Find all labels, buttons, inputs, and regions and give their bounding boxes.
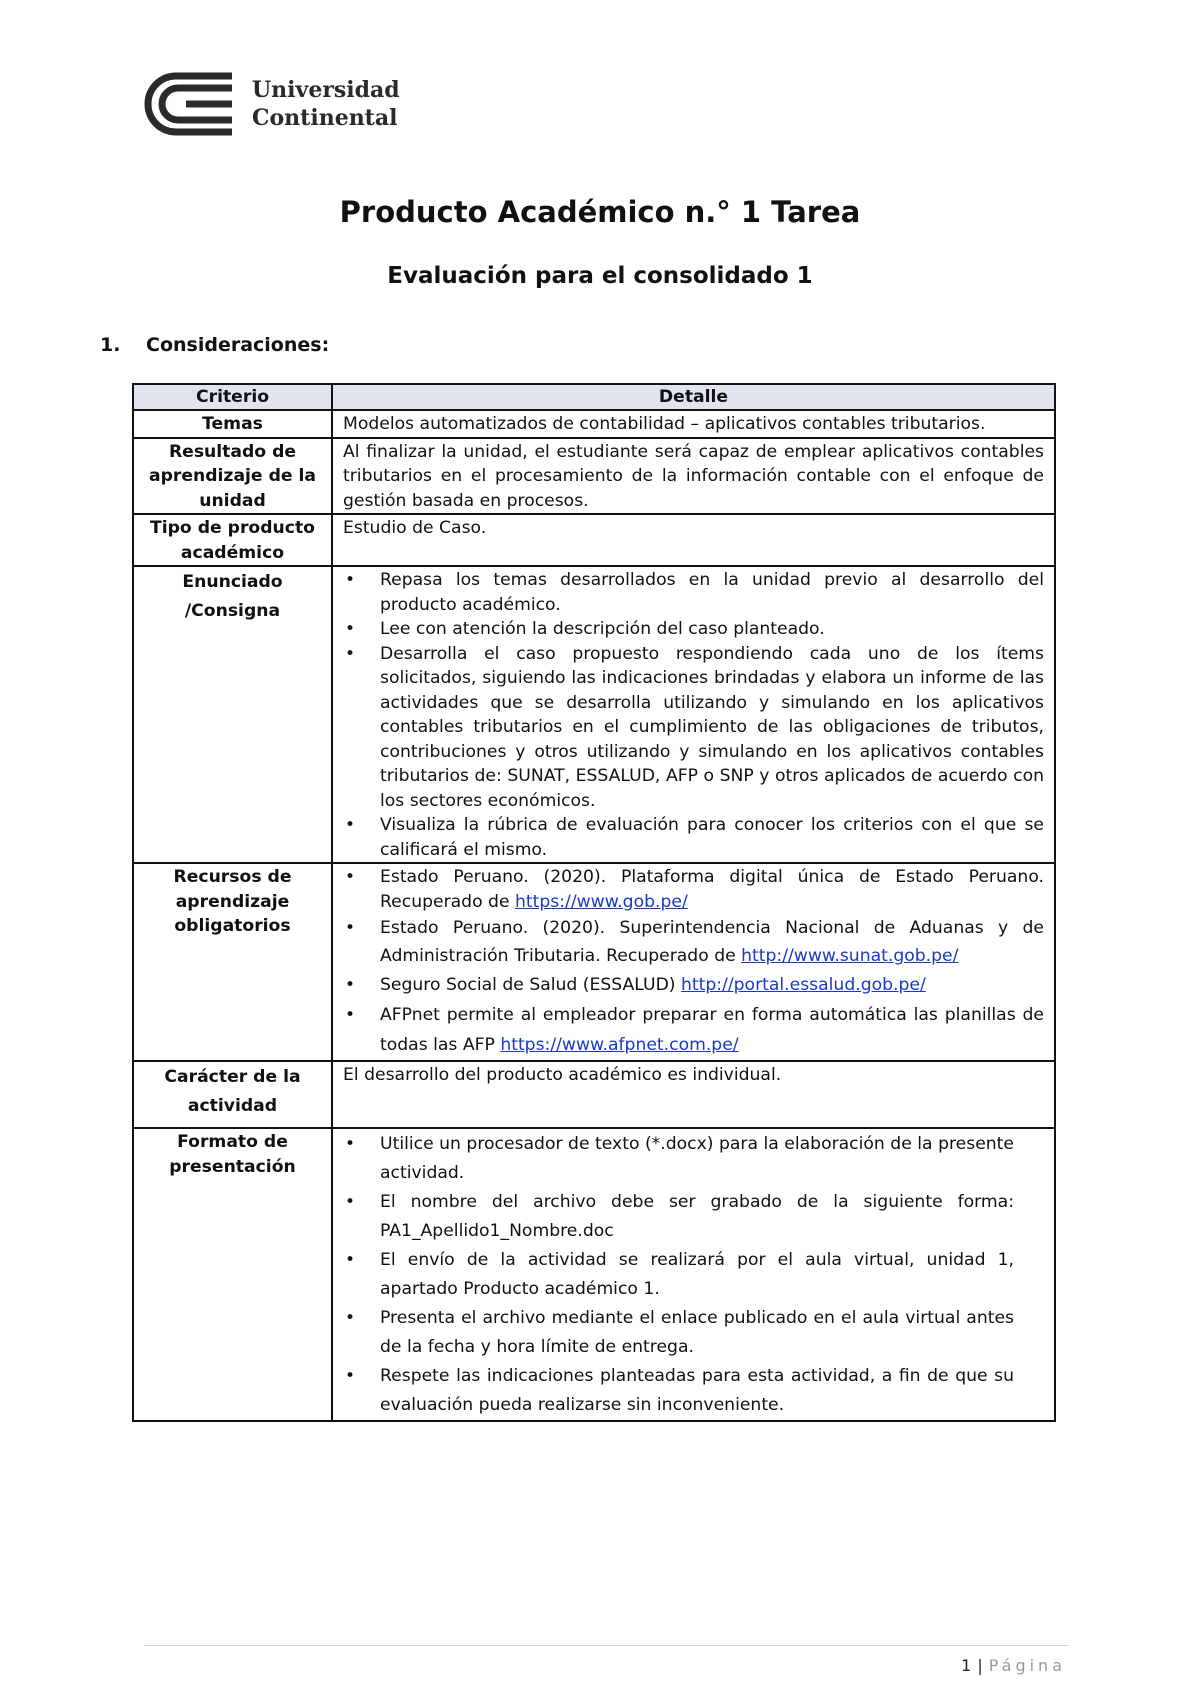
- recursos-list: [343, 865, 1044, 1060]
- header-criterio: Criterio: [133, 384, 332, 410]
- logo-wordmark: [252, 76, 400, 132]
- list-item: • Presenta el archivo mediante el enlace publicado en el aula virtual antes de la fecha y hora límite de entrega.: [343, 1304, 1014, 1362]
- list-item: • Visualiza la rúbrica de evaluación para conocer los criterios con el que se calificará el mismo.: [343, 813, 1044, 862]
- row-formato: [133, 1128, 1055, 1421]
- detalle-tipo-producto: Estudio de Caso.: [332, 514, 1055, 566]
- criterio-tipo-producto: Tipo de producto académico: [133, 514, 332, 566]
- section-number: 1.: [100, 334, 121, 356]
- criterio-resultado: Resultado de aprendizaje de la unidad: [133, 438, 332, 515]
- row-recursos: [133, 863, 1055, 1061]
- section-heading: [100, 334, 329, 356]
- list-item: [343, 914, 1044, 970]
- page-label: Página: [988, 1656, 1066, 1675]
- header-detalle: Detalle: [332, 384, 1055, 410]
- list-item: • Repasa los temas desarrollados en la unidad previo al desarrollo del producto académico.: [343, 568, 1044, 617]
- footer-divider: [144, 1645, 1068, 1646]
- list-item: • Lee con atención la descripción del caso planteado.: [343, 617, 1044, 642]
- formato-list: [343, 1130, 1014, 1420]
- row-caracter: [133, 1061, 1055, 1128]
- recurso-link-afpnet[interactable]: https://www.afpnet.com.pe/: [500, 1035, 739, 1055]
- recurso-text: Estado Peruano. (2020). Superintendencia Nacional de Aduanas y de Administración Tributaria. Recuperado de: [380, 918, 1044, 966]
- recurso-link-sunat[interactable]: http://www.sunat.gob.pe/: [741, 946, 959, 966]
- row-resultado: [133, 438, 1055, 515]
- detalle-formato: [332, 1128, 1055, 1421]
- list-item: • El envío de la actividad se realizará por el aula virtual, unidad 1, apartado Producto académico 1.: [343, 1246, 1014, 1304]
- page-number: 1: [961, 1656, 972, 1675]
- detalle-enunciado: [332, 566, 1055, 863]
- section-label: Consideraciones:: [146, 334, 330, 356]
- detalle-resultado: Al finalizar la unidad, el estudiante será capaz de emplear aplicativos contables tributarios en el procesamiento de la información contable con el enfoque de gestión basada en procesos.: [332, 438, 1055, 515]
- row-tipo-producto: [133, 514, 1055, 566]
- list-item: • Respete las indicaciones planteadas para esta actividad, a fin de que su evaluación pueda realizarse sin inconveniente.: [343, 1362, 1014, 1420]
- list-item: [343, 1000, 1044, 1060]
- criterio-formato: Formato de presentación: [133, 1128, 332, 1421]
- recurso-text: Estado Peruano. (2020). Plataforma digital única de Estado Peruano. Recuperado de: [380, 867, 1044, 912]
- detalle-caracter: El desarrollo del producto académico es individual.: [332, 1061, 1055, 1128]
- criterio-enunciado-line2: /Consigna: [184, 601, 281, 621]
- document-subtitle: Evaluación para el consolidado 1: [387, 263, 813, 289]
- recurso-text: AFPnet permite al empleador preparar en forma automática las planillas de todas las AFP: [380, 1005, 1044, 1055]
- criterio-recursos: Recursos de aprendizaje obligatorios: [133, 863, 332, 1061]
- list-item: [343, 970, 1044, 1000]
- table-header-row: [133, 384, 1055, 410]
- recurso-link-essalud[interactable]: http://portal.essalud.gob.pe/: [680, 975, 926, 995]
- criterio-caracter: Carácter de la actividad: [133, 1061, 332, 1128]
- list-item: • Desarrolla el caso propuesto respondiendo cada uno de los ítems solicitados, siguiendo las indicaciones brindadas y elabora un informe de las actividades que se desarrolla utilizando y simulando en los aplicativos contables tributarios en el cumplimiento de las obligaciones de tributos, contribuciones y otros utilizando y simulando en los aplicativos contables tributarios de: SUNAT, ESSALUD, AFP o SNP y otros aplicados de acuerdo con los sectores económicos.: [343, 642, 1044, 814]
- detalle-temas: Modelos automatizados de contabilidad – aplicativos contables tributarios.: [332, 410, 1055, 438]
- logo-line-2: Continental: [252, 105, 398, 131]
- considerations-table: [132, 383, 1056, 1422]
- universidad-continental-logo-icon: [142, 70, 238, 138]
- recurso-text: Seguro Social de Salud (ESSALUD): [380, 975, 681, 995]
- criterio-enunciado-line1: Enunciado: [182, 572, 283, 592]
- row-enunciado: [133, 566, 1055, 863]
- criterio-temas: Temas: [133, 410, 332, 438]
- row-temas: [133, 410, 1055, 438]
- detalle-recursos: [332, 863, 1055, 1061]
- university-logo: [142, 70, 402, 142]
- document-title: Producto Académico n.° 1 Tarea: [339, 195, 861, 229]
- list-item: • El nombre del archivo debe ser grabado de la siguiente forma: PA1_Apellido1_Nombre.doc: [343, 1188, 1014, 1246]
- recurso-link-gob[interactable]: https://www.gob.pe/: [515, 891, 688, 912]
- list-item: [343, 865, 1044, 914]
- footer-separator: |: [977, 1656, 983, 1675]
- enunciado-list: [343, 568, 1044, 862]
- list-item: • Utilice un procesador de texto (*.docx) para la elaboración de la presente actividad.: [343, 1130, 1014, 1188]
- page-footer: [961, 1656, 1066, 1675]
- criterio-enunciado: [133, 566, 332, 863]
- logo-line-1: Universidad: [252, 77, 400, 103]
